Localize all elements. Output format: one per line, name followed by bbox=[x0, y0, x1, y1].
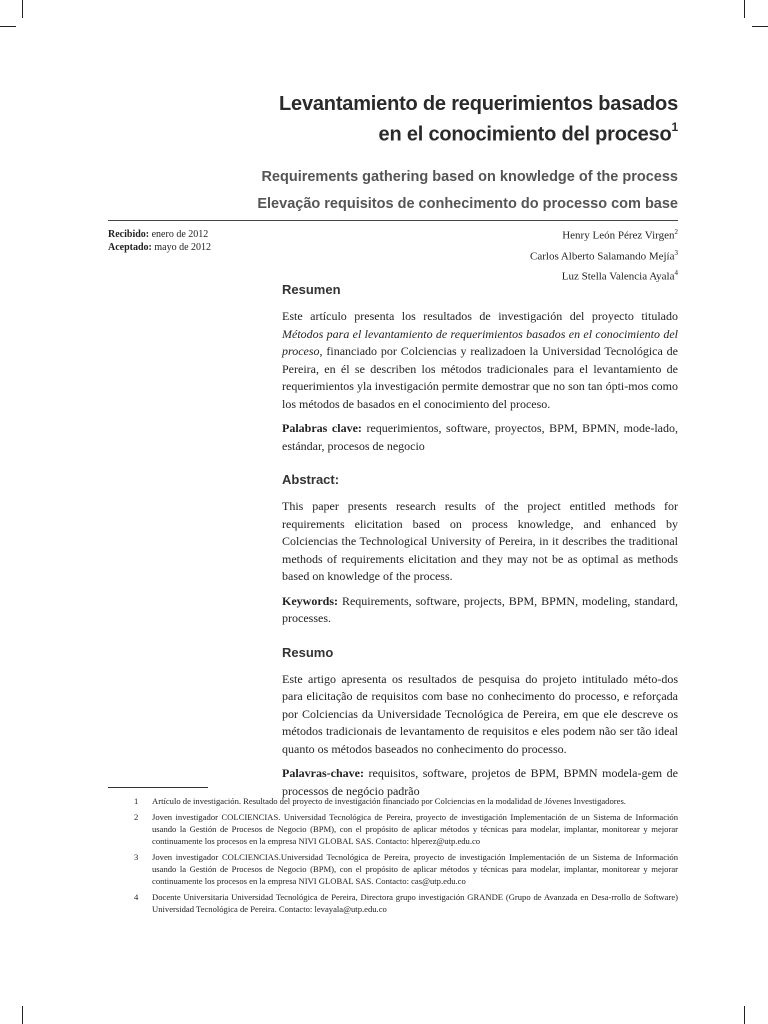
footnote bbox=[108, 891, 678, 915]
footnote-text: Joven investigador COLCIENCIAS.Universidad Tecnológica de Pereira, proyecto de investigación Implementación de un Sistema de Información usando la Gestión de Procesos de Negocio (BPM), con el propósito de aplicar métodos y técnicas para modelar, implantar, monitorear y mejorar continuamente los procesos en la empresa NIVI GLOBAL SAS. Contacto: cas@utp.edu.co bbox=[152, 852, 678, 886]
portuguese-title: Elevação requisitos de conhecimento do processo com base bbox=[257, 195, 678, 212]
crop-mark-top-left-horizontal bbox=[0, 26, 16, 27]
keywords-list: requisitos, software, projetos de BPM, BPMN modela-gem de processos de negócio padrão bbox=[282, 766, 678, 798]
title-block bbox=[257, 92, 678, 213]
resumen-keywords bbox=[282, 420, 678, 455]
title-line-2: en el conocimiento del proceso bbox=[378, 123, 672, 146]
keywords-label: Keywords: bbox=[282, 593, 338, 608]
title-line-1: Levantamiento de requerimientos basados bbox=[279, 93, 678, 115]
resumen-text bbox=[282, 308, 678, 413]
author-footnote-ref: 3 bbox=[674, 248, 678, 257]
author-list bbox=[530, 224, 678, 286]
crop-mark-top-right-horizontal bbox=[752, 26, 768, 27]
received-label: Recibido: bbox=[108, 229, 150, 240]
resumo-text: Este artigo apresenta os resultados de pesquisa do projeto intitulado méto-dos para elicitação de requisitos com base no conhecimento do processo, e reforçada por Colciencias da Universidade Tecnológica de Pereira, em que ele descreve os métodos tradicionais de levantamento de requisitos e eles podem não ser tão ideal quanto os métodos baseados no conhecimento do processo. bbox=[282, 671, 678, 756]
abstracts-column bbox=[282, 282, 678, 807]
author-name: Henry León Pérez Virgen bbox=[562, 229, 675, 242]
keywords-list: Requirements, software, projects, BPM, BPMN, modeling, standard, processes. bbox=[282, 593, 678, 625]
footnotes bbox=[108, 795, 678, 919]
resumen-heading: Resumen bbox=[282, 282, 341, 297]
footnote bbox=[108, 795, 678, 807]
paper-page bbox=[108, 0, 678, 1024]
header-divider bbox=[108, 220, 678, 221]
footnote bbox=[108, 811, 678, 847]
author-name: Carlos Alberto Salamando Mejía bbox=[530, 250, 675, 263]
footnote-text: Artículo de investigación. Resultado del proyecto de investigación financiado por Colciencias en la modalidad de Jóvenes Investigadores. bbox=[152, 796, 626, 806]
resumen-project-title: Métodos para el levantamiento de requerimientos basados en el conocimiento del proceso bbox=[282, 326, 678, 358]
abstract-keywords bbox=[282, 593, 678, 628]
received-value: enero de 2012 bbox=[151, 229, 209, 240]
english-title: Requirements gathering based on knowledge of the process bbox=[261, 168, 678, 185]
resumen-text-post: , financiado por Colciencias y realizadoen la Universidad Tecnológica de Pereira, en él se describen los métodos tradicionales para el levantamiento de requerimientos yla investigación permite demostrar que no son tan ópti-mos como los métodos de basados en el conocimiento del proceso. bbox=[282, 344, 678, 411]
footnote-text: Joven investigador COLCIENCIAS. Universidad Tecnológica de Pereira, proyecto de investigación Implementación de un Sistema de Información usando la Gestión de Procesos de Negocio (BPM), con el propósito de aplicar métodos y técnicas para modelar, implantar, monitorear y mejorar continuamente los procesos en la empresa NIVI GLOBAL SAS. Contacto: hlperez@utp.edu.co bbox=[152, 812, 678, 846]
author bbox=[530, 245, 678, 266]
author-name: Luz Stella Valencia Ayala bbox=[561, 270, 675, 283]
paper-title bbox=[257, 92, 678, 148]
footnote-number: 1 bbox=[134, 796, 139, 806]
keywords-list: requerimientos, software, proyectos, BPM, BPMN, mode-lado, estándar, procesos de negocio bbox=[282, 421, 678, 453]
title-footnote-ref: 1 bbox=[671, 120, 678, 134]
footnote-number: 2 bbox=[134, 812, 139, 822]
footnote-number: 3 bbox=[134, 852, 139, 862]
footnote-number: 4 bbox=[134, 892, 139, 902]
footnote-text: Docente Universitaria Universidad Tecnológica de Pereira, Directora grupo investigación GRANDE (Grupo de Avanzada en Desa-rrollo de Software) Universidad Tecnológica de Pereira. Contacto: levayala@utp.edu.co bbox=[152, 892, 678, 914]
crop-mark-bottom-right bbox=[744, 1006, 745, 1024]
author bbox=[530, 224, 678, 245]
abstract-heading: Abstract: bbox=[282, 472, 340, 487]
keywords-label: Palabras clave: bbox=[282, 421, 362, 435]
abstract-text: This paper presents research results of the project entitled methods for requirements elicitation based on process knowledge, and enhanced by Colciencias the Technological University of Pereira, in it describes the traditional methods of requirements elicitation and they may not be as optimal as methods based on knowledge of the process. bbox=[282, 499, 678, 583]
resumen-text-pre: Este artículo presenta los resultados de investigación del proyecto titulado bbox=[282, 309, 678, 323]
author-footnote-ref: 2 bbox=[674, 228, 678, 236]
author-footnote-ref: 4 bbox=[674, 269, 678, 278]
submission-dates bbox=[108, 228, 211, 254]
crop-mark-top-right bbox=[744, 0, 745, 18]
footnote bbox=[108, 851, 678, 887]
received-date bbox=[108, 228, 211, 241]
accepted-label: Aceptado: bbox=[108, 242, 152, 253]
keywords-label: Palavras-chave: bbox=[282, 766, 364, 780]
accepted-date bbox=[108, 241, 211, 254]
footnote-divider bbox=[108, 787, 208, 788]
crop-mark-bottom-left bbox=[22, 1006, 23, 1024]
resumo-heading: Resumo bbox=[282, 644, 334, 660]
crop-mark-top-left bbox=[22, 0, 23, 18]
accepted-value: mayo de 2012 bbox=[154, 242, 212, 253]
